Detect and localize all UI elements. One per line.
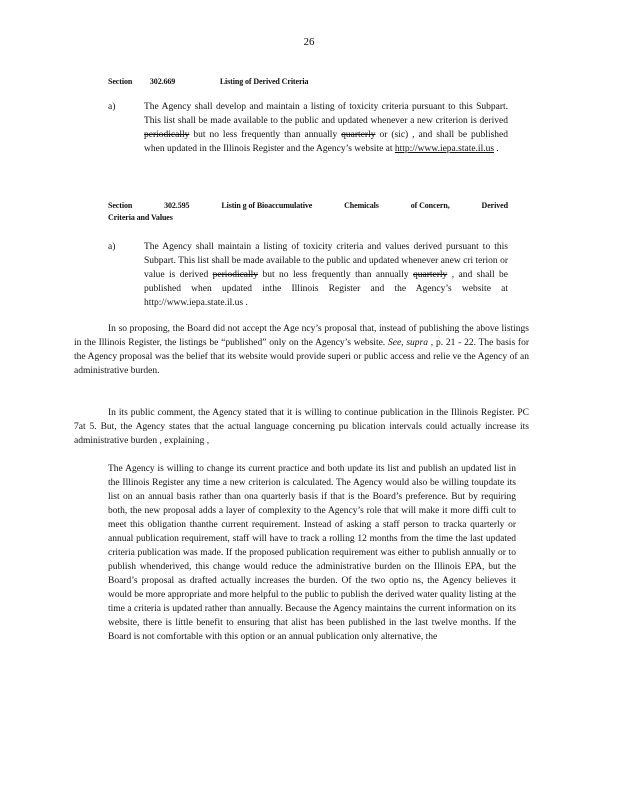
struck-text: periodically — [212, 270, 259, 280]
text-segment: The Agency shall develop and maintain a listing of toxicity criteria pursuant to this Subpart. This list shall be made available to the public and updated whenever a new criterion is derived — [144, 102, 508, 126]
struck-text: quarterly — [413, 270, 448, 280]
text-segment: or (sic) , and shall be published when updated in the Illinois Register and the Agency’s website at — [144, 130, 508, 154]
text-segment: In so proposing, the Board did not accept the Age ncy’s proposal that, instead of publishing the above listings in the Illinois Register, the listings be “published” only on the Agency’s website. — [74, 324, 529, 348]
section-302-669-heading — [108, 76, 528, 88]
section-title-part: Listin g of Bioaccumulative — [221, 201, 313, 210]
struck-text: periodically — [144, 130, 190, 140]
struck-text: quarterly — [341, 130, 376, 140]
text-segment: but no less frequently than annually — [189, 130, 342, 140]
section-title-part: Derived — [481, 201, 508, 210]
section-title-part: Chemicals — [344, 201, 379, 210]
section-number: 302.595 — [164, 201, 190, 210]
text-segment: but no less frequently than annually — [258, 270, 413, 280]
section-number: 302.669 — [149, 77, 176, 86]
subsection-label: a) — [108, 242, 116, 252]
body-paragraph-1 — [74, 322, 529, 378]
text-segment: . — [494, 144, 499, 154]
block-quote: The Agency is willing to change its current practice and both update its list and publish an updated list in the Illinois Register any time a new criterion is calculated. The Agency would also be willing toupdate its list on an annual basis rather than ona quarterly basis if that is the Board’s preference. But by requiring both, the new proposal adds a layer of complexity to the Agency’s role that will make it more diffi cult to meet this obligation thanthe current requirement. Instead of asking a staff person to tracka quarterly or annual publication requirement, staff will have to track a rolling 12 months from the time the last updated criteria publication was made. If the proposed publication requirement was either to publish annually or to publish whenderived, this change would reduce the administrative burden on the Illinois EPA, but the Board’s proposal as drafted actually increases the burden. Of the two optio ns, the Agency believes it would be more appropriate and more helpful to the public to publish the derived water quality listing at the time a criteria is updated rather than annually. Because the Agency maintains the current information on its website, there is little benefit to ensuring that alist has been published in the last twelve months. If the Board is not comfortable with this option or an annual publication only alternative, the — [108, 464, 516, 642]
section-label: Section — [108, 201, 133, 210]
website-link[interactable]: http://www.iepa.state.il.us — [394, 144, 495, 154]
subsection-text — [144, 100, 508, 156]
section-302-595-heading — [108, 200, 508, 224]
text-segment: , p. 21 - 22. The basis for the Agency proposal was the belief that its website would provide superi or public access and relie ve the Agency of an administrative burden. — [74, 338, 530, 376]
citation: See, supra — [387, 338, 428, 348]
section-title-part: Criteria and Values — [108, 213, 173, 222]
subsection-label: a) — [108, 102, 116, 112]
body-paragraph-2: In its public comment, the Agency stated that it is willing to continue publication in the Illinois Register. PC 7at 5. But, the Agency states that the actual language concerning pu blication intervals could actually increase its administrative burden , explaining , — [74, 408, 529, 446]
subsection-text — [144, 240, 508, 310]
text-segment: , and shall be published when updated inthe Illinois Register and the Agency’s website at http://www.iepa.state.il.us . — [144, 270, 508, 308]
section-title-part: of Concern, — [410, 201, 450, 210]
text-segment: The Agency shall maintain a listing of toxicity criteria and values derived pursuant to this Subpart. This list shall be made available to the public and updated whenever anew cri terion or value is derived — [144, 242, 508, 280]
section-title: Listing of Derived Criteria — [219, 77, 309, 86]
page-number: 26 — [303, 36, 315, 48]
section-label: Section — [108, 77, 133, 86]
